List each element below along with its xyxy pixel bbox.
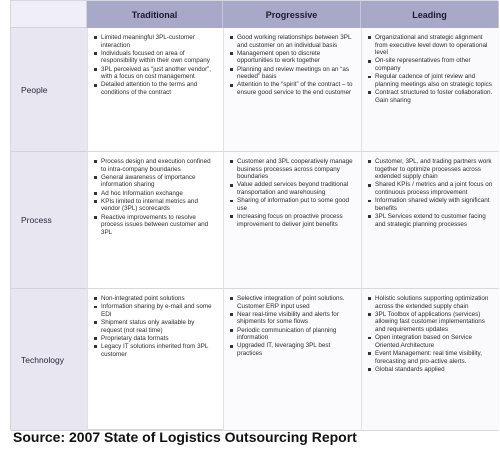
bullet-square-icon [230, 215, 233, 218]
list-item-text: Organizational and strategic alignment from executive level down to operational level [375, 34, 488, 57]
row-header-process: Process [11, 152, 87, 289]
list-item-text: Good working relationships between 3PL and customer on an individual basis [237, 34, 352, 49]
list-item [230, 50, 355, 65]
list-item [368, 73, 493, 88]
list-item-text: Near real-time visibility and alerts for shipments for some flows [237, 310, 339, 326]
list-item-text: KPIs limited to internal metrics and vendor (3PL) scorecards [101, 197, 198, 213]
column-header-traditional: Traditional [87, 1, 223, 28]
bullet-square-icon [368, 337, 371, 340]
bullet-square-icon [368, 313, 371, 316]
list-item-text: Information sharing by e-mail and some EDI [101, 303, 212, 318]
list-item [94, 66, 217, 81]
list-item-text: Customer, 3PL, and trading partners work together to optimize processes across extended supply chain [375, 158, 492, 181]
list-item [230, 197, 355, 212]
bullet-square-icon [368, 215, 371, 218]
list-item [230, 311, 355, 326]
list-item [368, 311, 493, 334]
source-caption: Source: 2007 State of Logistics Outsourcing Report [13, 429, 357, 445]
bullet-square-icon [368, 368, 371, 371]
list-item [230, 327, 355, 342]
list-item [230, 34, 355, 49]
list-item [94, 319, 217, 334]
bullet-square-icon [368, 36, 371, 39]
list-item-text: Regular cadence of joint review and planning meetings also on strategic topics [375, 73, 492, 88]
cell-technology-traditional [87, 289, 223, 431]
column-header-leading: Leading [361, 1, 499, 28]
bullet-list [368, 295, 493, 373]
bullet-square-icon [368, 76, 371, 79]
list-item [368, 197, 493, 212]
list-item [94, 214, 217, 237]
bullet-square-icon [368, 160, 371, 163]
list-item [368, 350, 493, 365]
list-item [94, 303, 217, 318]
list-item-text: Management open to discrete opportunities to work together [237, 49, 321, 65]
list-item [368, 213, 493, 228]
cell-people-leading [361, 28, 499, 152]
bullet-square-icon [94, 306, 97, 309]
bullet-square-icon [230, 329, 233, 332]
list-item [368, 334, 493, 349]
list-item-text: Proprietary data formats [101, 334, 169, 342]
list-item-text: Increasing focus on proactive process improvement to deliver joint benefits [237, 212, 343, 228]
list-item [368, 57, 493, 72]
bullet-square-icon [94, 297, 97, 300]
row-header-people: People [11, 28, 87, 152]
list-item [94, 158, 217, 173]
list-item-text: Non-integrated point solutions [101, 295, 185, 302]
bullet-list [368, 34, 493, 104]
list-item [94, 295, 217, 303]
list-item-text: Periodic communication of planning information [237, 326, 337, 342]
list-item-text: Reactive improvements to resolve process issues between customer and 3PL [101, 213, 209, 236]
header-corner [11, 1, 87, 28]
list-item-text: Global standards applied [375, 365, 445, 373]
list-item-text: General awareness of importance information sharing [101, 173, 196, 189]
bullet-square-icon [230, 297, 233, 300]
list-item-text: Sharing of information put to some good use [237, 197, 350, 212]
bullet-square-icon [230, 313, 233, 316]
list-item-text: 3PL Toolbox of applications (services) allowing fast customer implementations and requirements updates [375, 310, 485, 333]
bullet-square-icon [94, 345, 97, 348]
bullet-list [230, 295, 355, 358]
list-item [368, 34, 493, 57]
bullet-square-icon [94, 216, 97, 219]
bullet-square-icon [368, 184, 371, 187]
list-item-text: Event Management: real time visibility, forecasting and pro-active alerts. [375, 349, 482, 365]
list-item-text: 3PL perceived as “just another vendor”, with a focus on cost management [101, 65, 212, 81]
list-item-text: Attention to the “spirit” of the contract – to ensure good service to the end customer [237, 81, 353, 96]
list-item-text: Ad hoc Information exchange [101, 189, 183, 197]
cell-process-traditional [87, 152, 223, 289]
bullet-square-icon [230, 184, 233, 187]
bullet-square-icon [94, 68, 97, 71]
list-item-text: Limited meaningful 3PL-customer interaction [101, 34, 195, 49]
list-item-text: Upgraded IT, leveraging 3PL best practices [237, 342, 331, 357]
bullet-square-icon [94, 36, 97, 39]
bullet-square-icon [94, 52, 97, 55]
list-item [368, 181, 493, 196]
list-item [368, 158, 493, 181]
list-item-text: Value added services beyond traditional transportation and warehousing [237, 181, 349, 196]
list-item [94, 335, 217, 343]
list-item-text: Individuals focused on area of responsibility within their own company [101, 49, 210, 65]
cell-technology-leading [361, 289, 499, 431]
bullet-square-icon [368, 352, 371, 355]
bullet-square-icon [94, 176, 97, 179]
maturity-matrix [10, 0, 498, 430]
bullet-square-icon [230, 200, 233, 203]
bullet-list [94, 295, 217, 358]
bullet-square-icon [230, 84, 233, 87]
list-item [230, 181, 355, 196]
list-item-text: 3PL Services extend to customer facing and strategic planning processes [375, 212, 486, 228]
cell-people-traditional [87, 28, 223, 152]
list-item-text: Shared KPIs / metrics and a joint focus on continuous process improvement [375, 181, 493, 196]
cell-technology-progressive [223, 289, 361, 431]
cell-people-progressive [223, 28, 361, 152]
cell-process-leading [361, 152, 499, 289]
bullet-square-icon [94, 321, 97, 324]
row-header-technology: Technology [11, 289, 87, 431]
cell-process-progressive [223, 152, 361, 289]
list-item [230, 158, 355, 181]
list-item [368, 366, 493, 374]
list-item-text: Selective integration of point solutions. Customer ERP input used [237, 295, 345, 310]
list-item-text: Detailed attention to the terms and conditions of the contract [101, 81, 198, 96]
bullet-list [230, 34, 355, 97]
list-item-text: Customer and 3PL cooperatively manage business processes across company boundaries [237, 158, 353, 181]
bullet-square-icon [94, 337, 97, 340]
bullet-square-icon [94, 84, 97, 87]
bullet-square-icon [230, 160, 233, 163]
list-item [230, 342, 355, 357]
list-item [230, 81, 355, 96]
bullet-square-icon [230, 345, 233, 348]
list-item-text: Shipment status only available by request (not real time) [101, 318, 195, 334]
list-item [368, 295, 493, 310]
bullet-square-icon [368, 91, 371, 94]
list-item-text: Information shared widely with significant benefits [375, 197, 490, 212]
bullet-square-icon [368, 297, 371, 300]
list-item [368, 89, 493, 104]
bullet-list [94, 34, 217, 97]
list-item-text: Planning and review meetings on an “as needed” basis [237, 65, 350, 81]
bullet-square-icon [94, 160, 97, 163]
bullet-list [94, 158, 217, 236]
list-item [230, 213, 355, 228]
list-item-text: Contract structured to foster collaboration. Gain sharing [375, 88, 493, 104]
list-item-text: Open integration based on Service Oriented Architecture [375, 334, 472, 349]
bullet-list [368, 158, 493, 228]
list-item [94, 81, 217, 96]
list-item [94, 50, 217, 65]
list-item [94, 343, 217, 358]
list-item-text: Process design and execution confined to intra-company boundaries [101, 158, 211, 173]
bullet-square-icon [230, 52, 233, 55]
bullet-square-icon [368, 60, 371, 63]
bullet-square-icon [94, 192, 97, 195]
list-item-text: Holistic solutions supporting optimization across the extended supply chain [375, 295, 489, 310]
bullet-square-icon [230, 36, 233, 39]
list-item [230, 295, 355, 310]
list-item [94, 174, 217, 189]
list-item [94, 34, 217, 49]
bullet-list [230, 158, 355, 228]
bullet-square-icon [94, 200, 97, 203]
list-item-text: On-site representatives from other company [375, 57, 471, 72]
list-item-text: Legacy IT solutions inherited from 3PL customer [101, 342, 209, 358]
bullet-square-icon [230, 68, 233, 71]
list-item [94, 190, 217, 198]
list-item [94, 198, 217, 213]
column-header-progressive: Progressive [223, 1, 361, 28]
list-item [230, 66, 355, 81]
bullet-square-icon [368, 200, 371, 203]
